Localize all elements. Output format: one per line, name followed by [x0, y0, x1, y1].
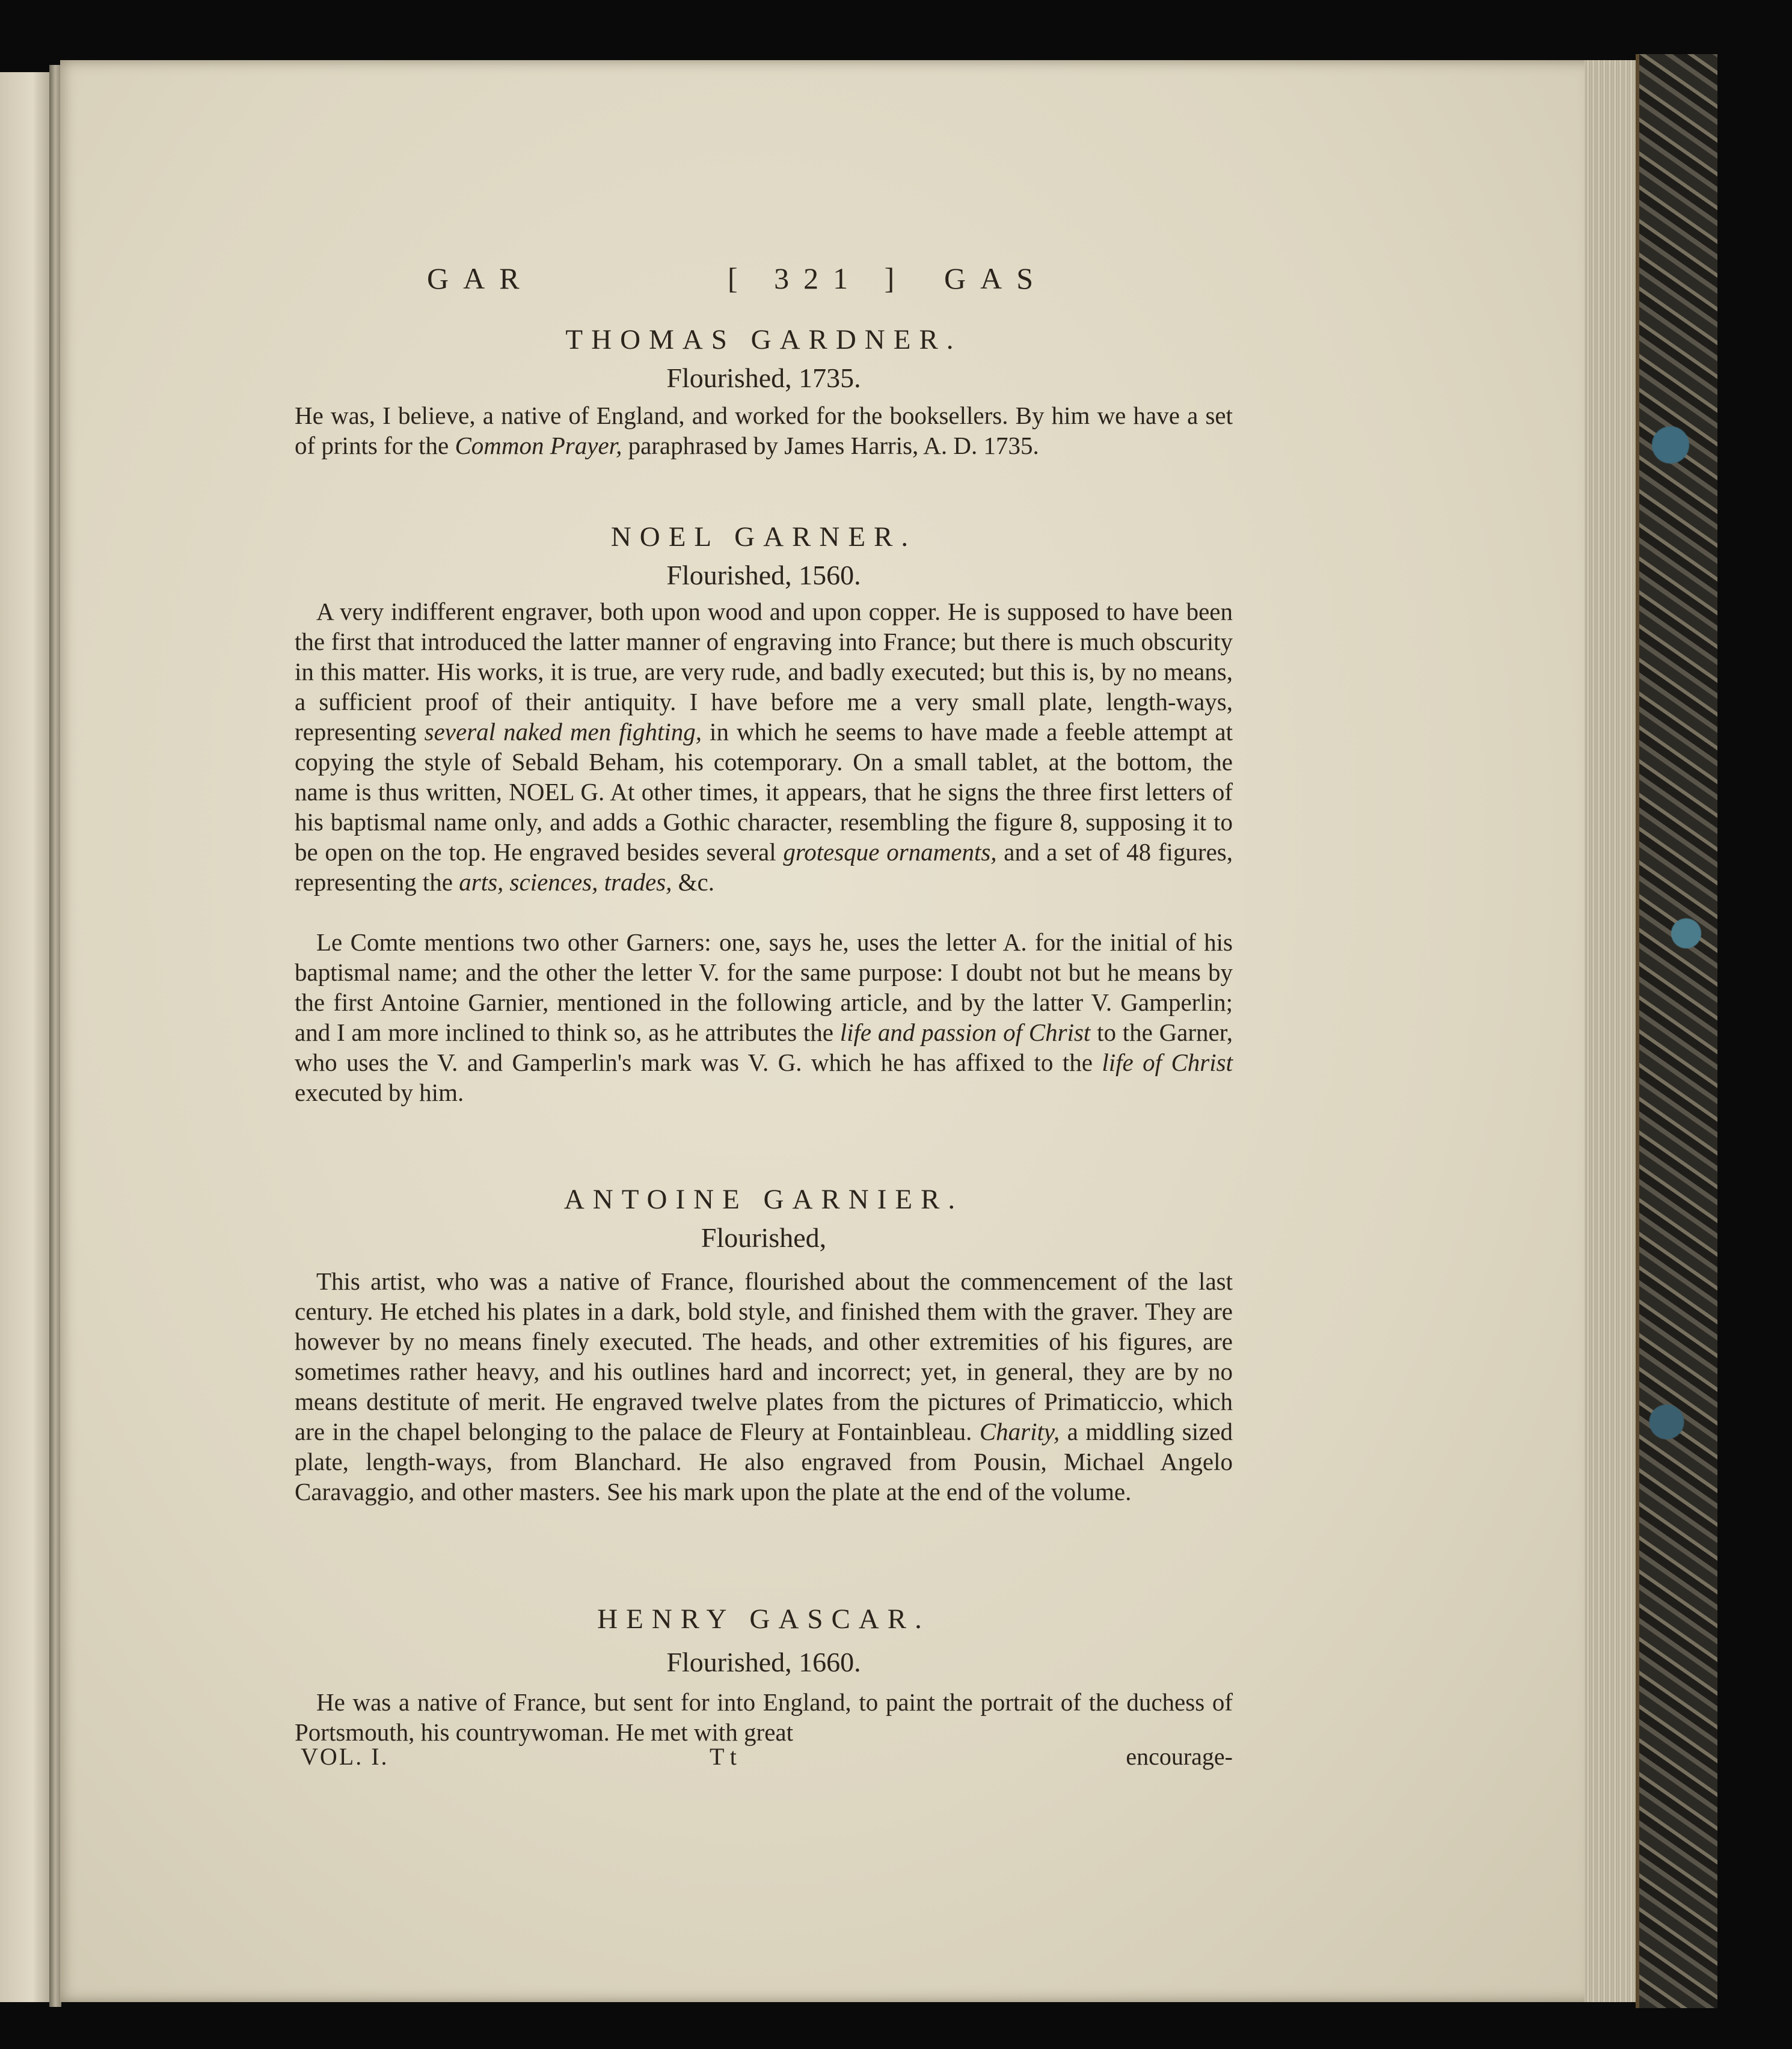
entry-flourished: Flourished, 1660. — [666, 1647, 861, 1677]
entry-flourished: Flourished, 1560. — [666, 560, 861, 590]
entry-paragraph: A very indifferent engraver, both upon wood and upon copper. He is supposed to have been the first that introduced the latter manner of engraving into France; but there is much obscurity in this matter. His works, it is true, are very rude, and badly executed; but this is, by no means, a sufficient proof of their antiquity. I have before me a very small plate, length-ways, representing several naked men fighting, in which he seems to have made a feeble attempt at copying the style of Sebald Beham, his cotemporary. On a small tablet, at the bottom, the name is thus written, NOEL G. At other times, it appears, that he signs the three first letters of his baptismal name only, and adds a Gothic character, resembling the figure 8, supposing it to be open on the top. He engraved besides several grotesque ornaments, and a set of 48 figures, representing the arts, sciences, trades, &c. — [295, 598, 1233, 896]
running-head-left: GAR — [427, 262, 534, 295]
entry-flourished: Flourished, 1735. — [666, 363, 861, 393]
facing-page-edge — [0, 72, 54, 2002]
book-gutter — [49, 65, 61, 2007]
page-edges — [1585, 60, 1638, 2002]
running-head-right: GAS — [944, 262, 1048, 295]
entry-paragraph: This artist, who was a native of France, flourished about the commencement of the last century. He etched his plates in a dark, bold style, and finished them with the graver. They are however by no means finely executed. The heads, and other extremities of his figures, are sometimes rather heavy, and his outlines hard and incorrect; yet, in general, they are by no means destitute of merit. He engraved twelve plates from the pictures of Primaticcio, which are in the chapel belonging to the palace de Fleury at Fontainbleau. Charity, a middling sized plate, length-ways, from Blanchard. He also engraved from Pousin, Michael Angelo Caravaggio, and other masters. See his mark upon the plate at the end of the volume. — [295, 1267, 1233, 1505]
catchword: encourage- — [1126, 1743, 1233, 1770]
entry-paragraph: Le Comte mentions two other Garners: one, says he, uses the letter A. for the initial of his baptismal name; and the other the letter V. for the same purpose: I doubt not but he means by the first Antoine Garnier, mentioned in the following article, and by the latter V. Gamperlin; and I am more inclined to think so, as he attributes the life and passion of Christ to the Garner, who uses the V. and Gamperlin's mark was V. G. which he has affixed to the life of Christ executed by him. — [295, 928, 1233, 1106]
entry-name: HENRY GASCAR. — [597, 1603, 930, 1635]
volume-label: VOL. I. — [301, 1743, 389, 1770]
page-number: [ 321 ] — [728, 262, 909, 295]
italic-title: grotesque ornaments, — [783, 838, 997, 866]
marbled-cover — [1636, 54, 1717, 2008]
italic-title: several naked men fighting, — [424, 718, 702, 746]
italic-title: life of Christ — [1102, 1049, 1233, 1076]
italic-title: Charity, — [979, 1418, 1060, 1445]
entry-flourished: Flourished, — [701, 1222, 827, 1253]
signature-mark: T t — [710, 1743, 737, 1770]
entry-name: NOEL GARNER. — [610, 521, 917, 553]
page-content — [295, 253, 1233, 2008]
entry-paragraph: He was, I believe, a native of England, and worked for the booksellers. By him we have a set of prints for the Common Prayer, paraphrased by James Harris, A. D. 1735. — [295, 402, 1233, 459]
entry-paragraph: He was a native of France, but sent for into England, to paint the portrait of the duchess of Portsmouth, his countrywoman. He met with great — [295, 1688, 1233, 1746]
italic-title: life and passion of Christ — [839, 1018, 1091, 1046]
italic-title: arts, sciences, trades, — [459, 868, 672, 896]
entry-name: THOMAS GARDNER. — [565, 324, 962, 355]
entry-name: ANTOINE GARNIER. — [563, 1184, 964, 1215]
italic-title: Common Prayer, — [455, 432, 622, 459]
